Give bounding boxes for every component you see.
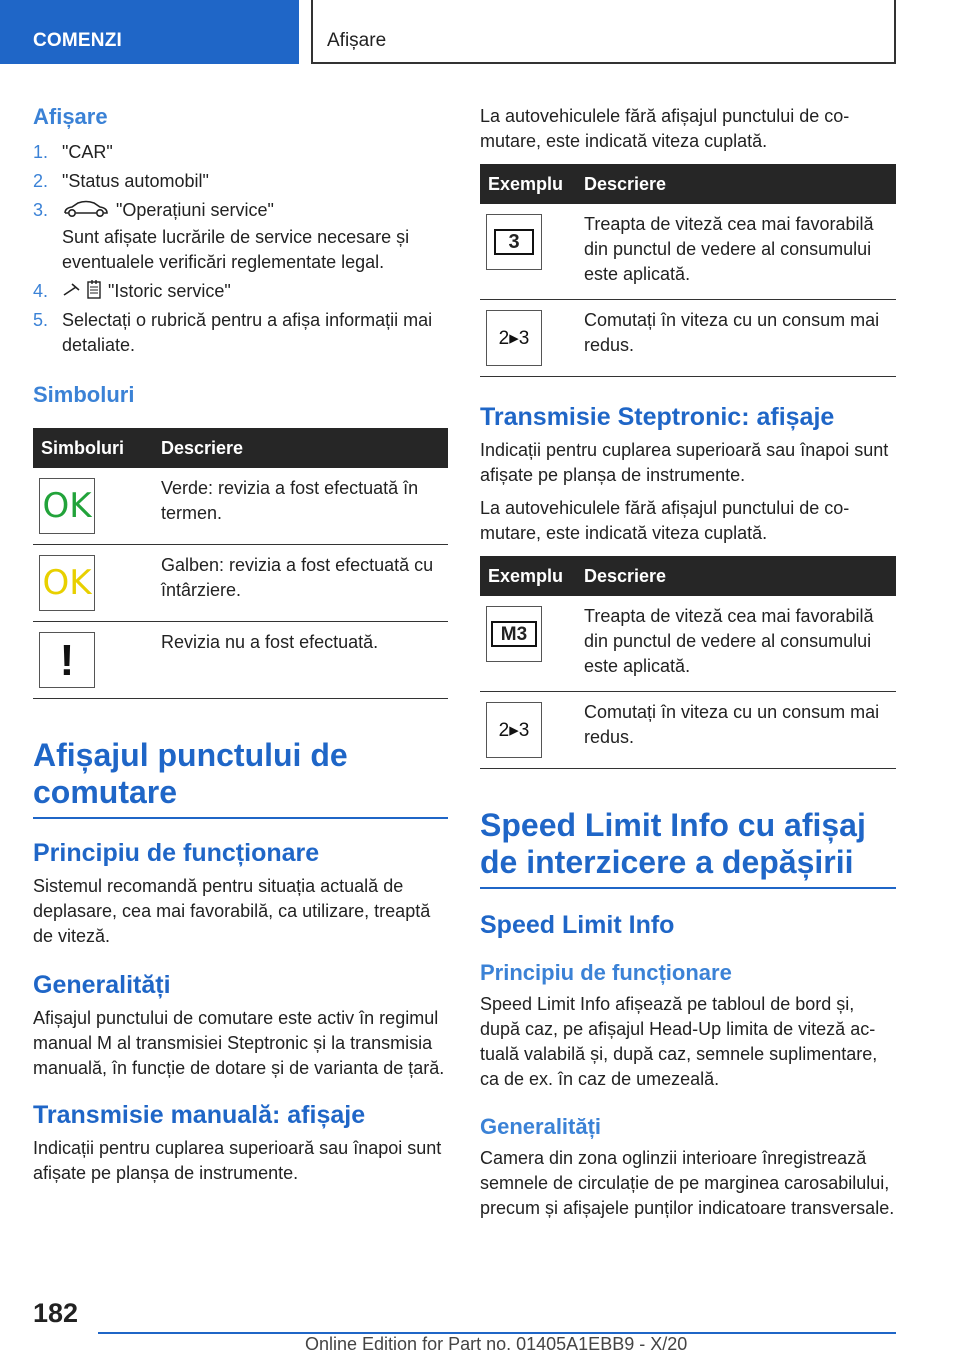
- shift-2-to-3-icon: 2▸3: [486, 310, 542, 366]
- car-icon: [62, 199, 110, 219]
- table-header: Exemplu: [480, 164, 576, 204]
- table-row: 3 Treapta de viteză cea mai favorabilă din punctul de vedere al consumului este aplicată.: [480, 204, 896, 300]
- edition-text: Online Edition for Part no. 01405A1EBB9 - X/20: [305, 1334, 688, 1354]
- heading-speedlimit-big: Speed Limit Info cu afișaj de interzicere a depășirii: [480, 807, 866, 880]
- list-item: 2. "Status automobil": [33, 171, 209, 191]
- page-header: [311, 0, 896, 64]
- table-header: Descriere: [576, 556, 896, 596]
- service-history-icon: [62, 279, 104, 301]
- left-column: [33, 100, 448, 1186]
- heading-steptronic: Transmisie Steptronic: afișaje: [480, 403, 835, 431]
- table-row: OK Verde: revizia a fost efectuată în termen.: [33, 468, 448, 545]
- heading-speedlimit: Speed Limit Info: [480, 911, 675, 939]
- ok-yellow-icon: OK: [39, 555, 95, 611]
- gear-m3-icon: M3: [486, 606, 542, 662]
- section-label: COMENZI: [33, 30, 123, 51]
- page-number: 182: [33, 1298, 79, 1328]
- paragraph: La autovehiculele fără afișajul punctului de comutare, este indicată viteza cuplată.: [480, 106, 850, 151]
- heading-principiu: Principiu de funcționare: [33, 839, 320, 867]
- table-row: ! Revizia nu a fost efectuată.: [33, 622, 448, 699]
- paragraph: Camera din zona oglinzii interioare înregistrează semnele de circulație de pe marginea carosabilului, precum și afișajele punților indicatoare transversale.: [480, 1148, 895, 1218]
- table-header: Simboluri: [33, 428, 153, 468]
- shift-2-to-3-icon: 2▸3: [486, 702, 542, 758]
- heading-afisajul: Afișajul punctului de comutare: [33, 737, 348, 810]
- paragraph: Speed Limit Info afișează pe tabloul de bord și, după caz, pe afișajul Head-Up limita de viteză actuală valabilă și, după caz, semnele suplimentare, ca de ex. în caz de umezeală.: [480, 994, 878, 1089]
- exclamation-icon: !: [39, 632, 95, 688]
- heading-afisare: Afișare: [33, 104, 108, 129]
- list-item: 1. "CAR": [33, 142, 113, 162]
- right-column: [480, 100, 896, 1221]
- numbered-list: [33, 140, 448, 358]
- paragraph: Sistemul recomandă pentru situația actuală de deplasare, cea mai favorabilă, ca utilizare, treaptă de viteză.: [33, 876, 431, 946]
- list-item: 3. "Operațiuni service" Sunt afișate lucrările de service necesare și eventualele verificări reglementate legal.: [33, 200, 410, 272]
- heading-simboluri: Simboluri: [33, 382, 135, 407]
- paragraph: Indicații pentru cuplarea superioară sau înapoi sunt afișate pe planșa de instrumente.: [480, 440, 889, 485]
- heading-principiu-2: Principiu de funcționare: [480, 960, 732, 985]
- divider: [480, 887, 896, 889]
- list-item: 4. "Istoric service": [33, 281, 231, 301]
- symbols-table: [33, 428, 448, 699]
- paragraph: Indicații pentru cuplarea superioară sau înapoi sunt afișate pe planșa de instrumente.: [33, 1138, 442, 1183]
- table-header: Descriere: [576, 164, 896, 204]
- table-row: M3 Treapta de viteză cea mai favorabilă din punctul de vedere al consumului este aplicată.: [480, 596, 896, 692]
- heading-manuala: Transmisie manuală: afișaje: [33, 1101, 366, 1129]
- gear-3-icon: 3: [486, 214, 542, 270]
- heading-generalitati: Generalități: [33, 971, 171, 999]
- gear-table-manual: [480, 164, 896, 377]
- divider: [33, 817, 448, 819]
- section-tab: [0, 0, 299, 64]
- table-row: 2▸3 Comutați în viteza cu un consum mai redus.: [480, 300, 896, 377]
- table-header: Descriere: [153, 428, 448, 468]
- heading-generalitati-2: Generalități: [480, 1114, 602, 1139]
- table-header: Exemplu: [480, 556, 576, 596]
- ok-green-icon: OK: [39, 478, 95, 534]
- paragraph: La autovehiculele fără afișajul punctului de comutare, este indicată viteza cuplată.: [480, 498, 850, 543]
- page-header-title: Afișare: [327, 30, 387, 51]
- paragraph: Afișajul punctului de comutare este activ în regimul manual M al transmisiei Steptronic și la transmisia manuală, în funcție de dotare și de varianta de țară.: [33, 1008, 445, 1078]
- table-row: OK Galben: revizia a fost efectuată cu întârziere.: [33, 545, 448, 622]
- gear-table-steptronic: [480, 556, 896, 769]
- list-item: 5. Selectați o rubrică pentru a afișa informații mai detaliate.: [33, 310, 433, 355]
- table-row: 2▸3 Comutați în viteza cu un consum mai redus.: [480, 692, 896, 769]
